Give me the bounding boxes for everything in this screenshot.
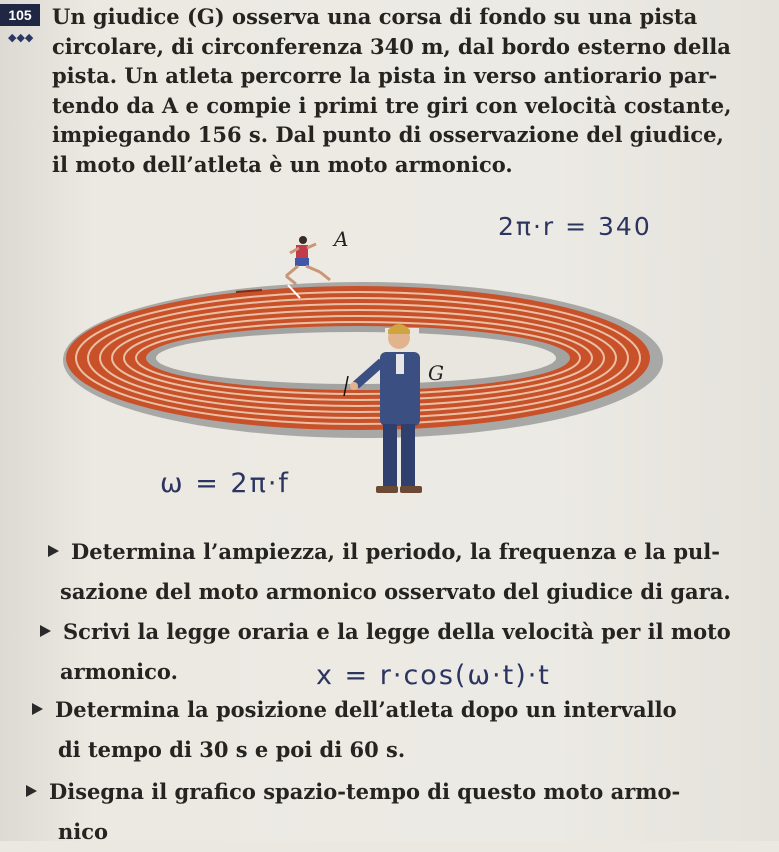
bullet-arrow-icon bbox=[40, 625, 51, 637]
question-line: Determina la posizione dell’atleta dopo un intervallo bbox=[55, 697, 677, 722]
bullet-arrow-icon bbox=[48, 545, 59, 557]
handwritten-note-omega: ω = 2π·f bbox=[160, 468, 290, 499]
question-item bbox=[26, 772, 776, 852]
question-line: Determina l’ampiezza, il periodo, la frequenza e la pul- bbox=[71, 539, 720, 564]
text-line: pista. Un atleta percorre la pista in verso antiorario par- bbox=[52, 63, 718, 88]
text-line: impiegando 156 s. Dal punto di osservazione del giudice, bbox=[52, 122, 724, 147]
handwritten-note-law: x = r·cos(ω·t)·t bbox=[316, 660, 551, 691]
question-line: Scrivi la legge oraria e la legge della velocità per il moto bbox=[63, 619, 731, 644]
question-line: di tempo di 30 s e poi di 60 s. bbox=[58, 737, 406, 762]
text-line: circolare, di circonferenza 340 m, dal bordo esterno della bbox=[52, 33, 731, 59]
question-line: sazione del moto armonico osservato del giudice di gara. bbox=[60, 579, 731, 604]
label-g: G bbox=[428, 361, 444, 385]
question-item bbox=[48, 532, 768, 612]
question-item bbox=[40, 612, 770, 692]
handwritten-note-circumference: 2π·r = 340 bbox=[498, 212, 652, 241]
question-line: nico bbox=[58, 819, 109, 844]
exercise-number: 105 bbox=[0, 4, 40, 26]
label-a: A bbox=[334, 227, 349, 251]
question-item bbox=[32, 690, 772, 770]
text-line: tendo da A e compie i primi tre giri con velocità costante, bbox=[52, 92, 732, 118]
bullet-arrow-icon bbox=[32, 703, 43, 715]
difficulty-marks: ◆◆◆ bbox=[8, 31, 34, 44]
text-line: il moto dell’atleta è un moto armonico. bbox=[52, 151, 513, 177]
text-line: Un giudice (G) osserva una corsa di fondo su una pista bbox=[52, 4, 698, 29]
question-line: armonico. bbox=[60, 659, 178, 684]
bullet-arrow-icon bbox=[26, 785, 37, 797]
question-line: Disegna il grafico spazio-tempo di questo moto armo- bbox=[49, 779, 681, 804]
